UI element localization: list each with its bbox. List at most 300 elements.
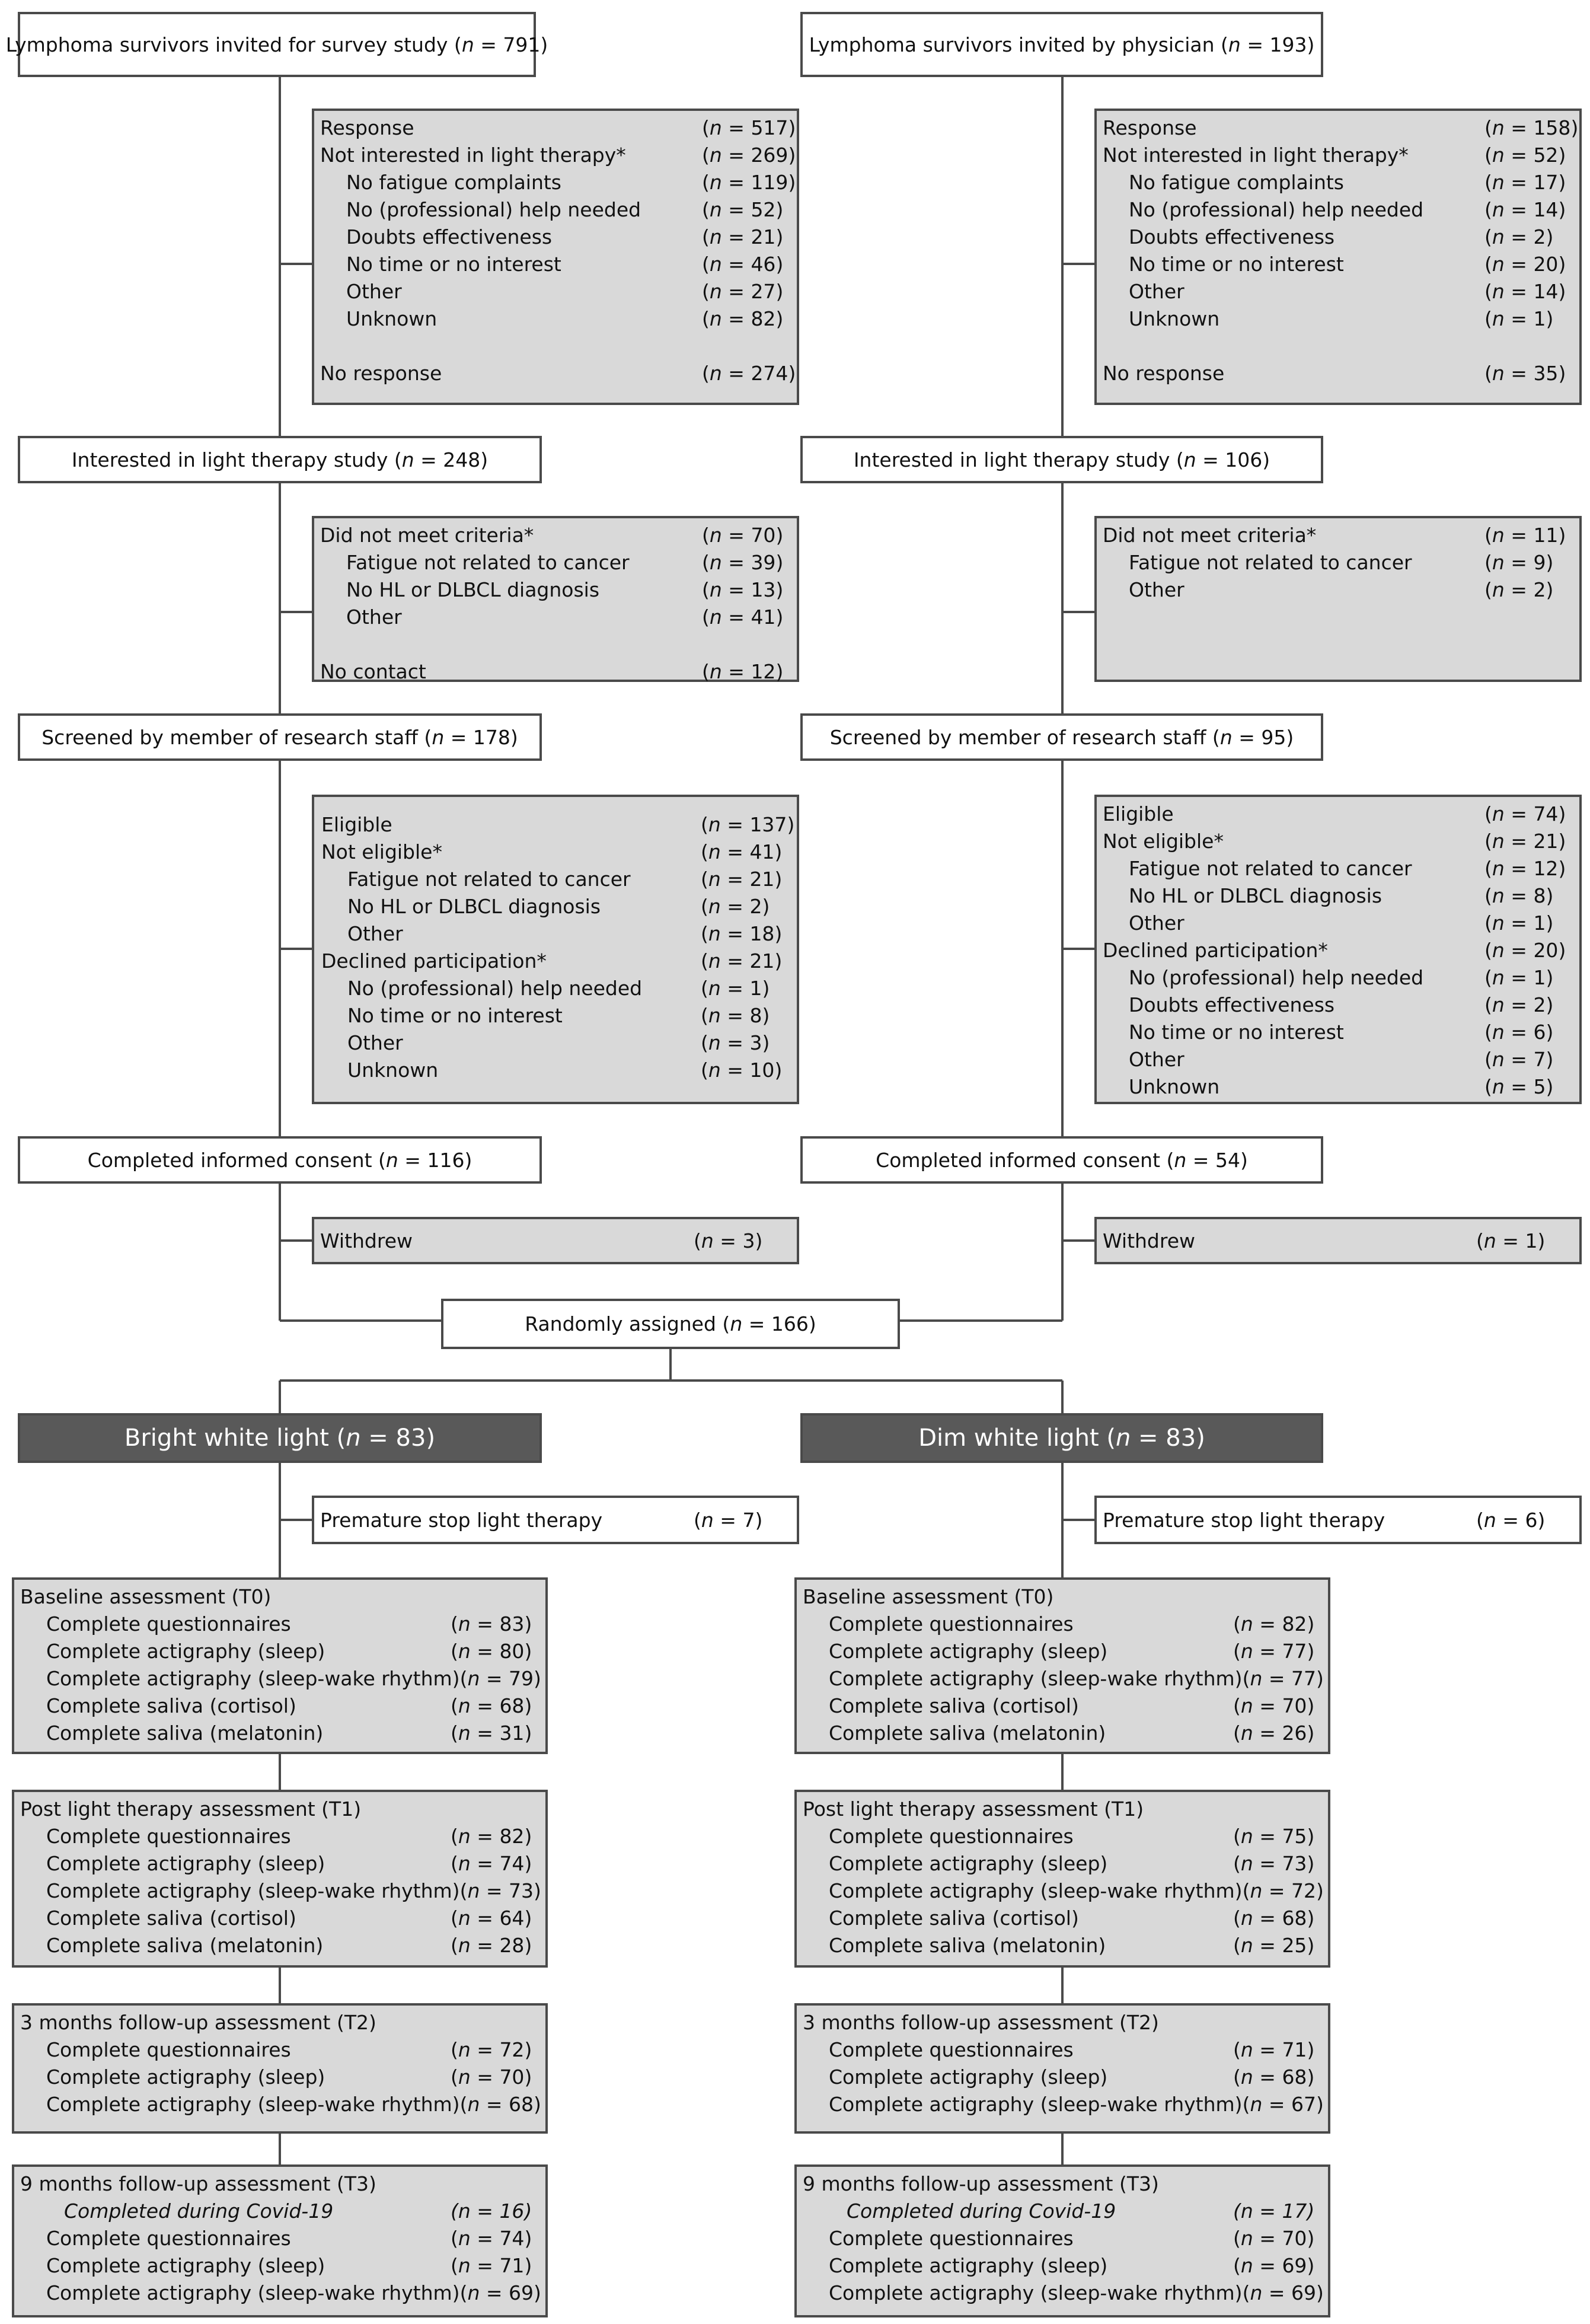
n-symbol: n — [1492, 993, 1505, 1016]
n-symbol: n — [709, 307, 722, 330]
item-n: 8 — [749, 1004, 762, 1027]
list-item — [320, 114, 796, 142]
item-n: 1 — [749, 977, 762, 1000]
list-item — [803, 2252, 1322, 2280]
n-symbol: n — [708, 922, 721, 945]
item-n: 158 — [1533, 116, 1571, 139]
n-symbol: n — [708, 1031, 721, 1054]
item-n: 83 — [499, 1612, 525, 1636]
premature-n-left: 7 — [742, 1508, 755, 1532]
n-symbol: n — [708, 868, 721, 891]
n-symbol: n — [1240, 2038, 1253, 2061]
n-symbol: n — [467, 1667, 480, 1690]
item-n: 72 — [1291, 1879, 1316, 1902]
list-item — [803, 1692, 1322, 1720]
spacer — [320, 631, 791, 658]
item-n: 70 — [751, 524, 776, 547]
interested-box-left: Interested in light therapy study ( n = 248 ) — [18, 436, 542, 483]
item-count: (n = 13) — [702, 578, 784, 601]
list-item — [1103, 224, 1573, 251]
n-symbol: n — [458, 2254, 471, 2277]
item-n: 35 — [1533, 362, 1559, 385]
list-item — [803, 2170, 1322, 2198]
n-symbol: n — [467, 2093, 480, 2116]
arm-n-bright: 83 — [395, 1424, 426, 1452]
list-item — [320, 576, 791, 604]
item-label: Other — [1129, 578, 1184, 601]
item-label: Complete actigraphy (sleep) — [46, 1852, 325, 1875]
item-count: (n = 82) — [1233, 1612, 1315, 1636]
item-n: 28 — [499, 1934, 525, 1957]
list-item — [20, 1583, 539, 1611]
item-n: 77 — [1291, 1667, 1316, 1690]
list-item — [803, 2280, 1322, 2307]
item-count: (n = 71) — [1233, 2038, 1315, 2061]
item-count: (n = 1) — [1484, 911, 1554, 935]
item-label: Other — [1129, 1048, 1184, 1071]
item-count: (n = 1) — [701, 977, 770, 1000]
item-n: 74 — [1533, 802, 1559, 825]
n-symbol: n — [709, 116, 722, 139]
n-symbol: n — [458, 2065, 471, 2089]
n-symbol: n — [1492, 1048, 1505, 1071]
item-n: 77 — [1282, 1640, 1307, 1663]
item-count: (n = 2) — [1484, 225, 1554, 248]
item-n: 1 — [1533, 966, 1546, 989]
item-label: No (professional) help needed — [1129, 198, 1424, 221]
item-label: Not eligible* — [1103, 830, 1224, 853]
n-symbol: n — [1240, 2065, 1253, 2089]
list-item — [20, 2252, 539, 2280]
item-count: (n = 69) — [1233, 2254, 1315, 2277]
interested-label-right: Interested in light therapy study — [853, 448, 1170, 471]
item-count: (n = 52) — [702, 198, 784, 221]
n-symbol: n — [1240, 1722, 1253, 1745]
item-n: 70 — [1282, 1694, 1307, 1717]
n-symbol: n — [458, 1934, 471, 1957]
arm-label-bright: Bright white light — [124, 1424, 329, 1452]
n-symbol: n — [708, 1059, 721, 1082]
item-label: No response — [320, 362, 442, 385]
item-count: (n = 80) — [451, 1640, 532, 1663]
list-item — [320, 196, 791, 224]
item-count: (n = 14) — [1484, 198, 1566, 221]
item-n: 21 — [749, 949, 775, 973]
n-symbol: n — [1492, 116, 1505, 139]
item-n: 269 — [751, 144, 788, 167]
item-n: 26 — [1282, 1722, 1307, 1745]
list-item — [803, 2091, 1322, 2118]
n-symbol: n — [709, 225, 722, 248]
list-item — [20, 1823, 539, 1850]
item-label: Complete questionnaires — [829, 2227, 1074, 2250]
withdrew-label-right: Withdrew — [1103, 1229, 1196, 1252]
item-label: No HL or DLBCL diagnosis — [1129, 884, 1383, 907]
item-n: 79 — [509, 1667, 534, 1690]
list-item — [803, 1583, 1322, 1611]
screened-box-left: Screened by member of research staff ( n = 178 ) — [18, 713, 542, 761]
item-count: (n = 70) — [1233, 1694, 1315, 1717]
spacer — [1103, 333, 1573, 360]
item-n: 1 — [1533, 307, 1546, 330]
item-label: Declined participation* — [321, 949, 547, 973]
item-label: Post light therapy assessment (T1) — [20, 1797, 362, 1821]
item-label: No contact — [320, 660, 426, 683]
screened-box-right: Screened by member of research staff ( n = 95 ) — [800, 713, 1323, 761]
list-item — [1103, 360, 1573, 387]
list-item — [20, 2170, 539, 2198]
item-count: (n = 70) — [702, 524, 784, 547]
list-item — [803, 1720, 1322, 1747]
item-count: (n = 119) — [702, 171, 796, 194]
list-item — [20, 2280, 539, 2307]
premature-label-left: Premature stop light therapy — [320, 1508, 603, 1532]
item-label: Other — [346, 605, 402, 629]
item-label: Unknown — [346, 307, 438, 330]
item-count: (n = 274) — [702, 362, 796, 385]
item-label: 9 months follow-up assessment (T3) — [20, 2172, 376, 2195]
list-item — [1103, 910, 1573, 937]
item-n: 41 — [751, 605, 776, 629]
list-item — [20, 1638, 539, 1665]
n-symbol: n — [1492, 1021, 1505, 1044]
list-item — [20, 1905, 539, 1932]
withdrew-box-right: Withdrew (n = 1) — [1094, 1217, 1582, 1264]
item-n: 1 — [1533, 911, 1546, 935]
list-item — [803, 2036, 1322, 2064]
item-count: (n = 17) — [1233, 2199, 1315, 2223]
item-n: 82 — [1282, 1612, 1307, 1636]
item-n: 274 — [751, 362, 788, 385]
item-label: Complete actigraphy (sleep-wake rhythm) — [46, 1667, 460, 1690]
item-label: No time or no interest — [347, 1004, 563, 1027]
list-item — [20, 2036, 539, 2064]
n-symbol: n — [709, 198, 722, 221]
list-item — [320, 278, 791, 305]
n-symbol: n — [709, 144, 722, 167]
list-item — [320, 169, 796, 196]
n-symbol: n — [1492, 551, 1505, 574]
interested-box-right: Interested in light therapy study ( n = 106 ) — [800, 436, 1323, 483]
arm-n-dim: 83 — [1166, 1424, 1196, 1452]
response-box-left — [312, 109, 799, 405]
item-n: 2 — [1533, 578, 1546, 601]
list-item — [1103, 992, 1573, 1019]
item-n: 82 — [751, 307, 776, 330]
list-item — [320, 360, 796, 387]
n-symbol: n — [1492, 578, 1505, 601]
item-label: Complete actigraphy (sleep-wake rhythm) — [829, 2281, 1243, 2304]
list-item — [803, 1665, 1322, 1692]
item-label: Response — [320, 116, 414, 139]
item-n: 17 — [1282, 2199, 1307, 2223]
list-item — [20, 2225, 539, 2252]
item-label: Did not meet criteria* — [320, 524, 534, 547]
n-symbol: n — [467, 1879, 480, 1902]
item-count: (n = 41) — [701, 840, 783, 863]
n-symbol: n — [1240, 1640, 1253, 1663]
item-count: (n = 71) — [451, 2254, 532, 2277]
item-label: Baseline assessment (T0) — [20, 1585, 272, 1608]
list-item — [20, 1692, 539, 1720]
list-item — [803, 1850, 1322, 1877]
item-n: 69 — [1291, 2281, 1316, 2304]
item-n: 13 — [751, 578, 776, 601]
list-item — [1103, 576, 1573, 604]
n-symbol: n — [1492, 884, 1505, 907]
item-label: Complete saliva (melatonin) — [46, 1722, 324, 1745]
list-item — [321, 866, 790, 893]
list-item — [20, 2198, 539, 2225]
list-item — [321, 975, 790, 1002]
item-n: 21 — [1533, 830, 1559, 853]
item-label: 9 months follow-up assessment (T3) — [803, 2172, 1159, 2195]
item-count: (n = 72) — [451, 2038, 532, 2061]
n-symbol: n — [1492, 225, 1505, 248]
item-n: 71 — [499, 2254, 525, 2277]
list-item — [1103, 1073, 1573, 1101]
criteria-box-left — [312, 516, 799, 682]
item-label: Complete questionnaires — [829, 1612, 1074, 1636]
item-label: Completed during Covid-19 — [847, 2199, 1116, 2223]
screened-n-right: 95 — [1261, 725, 1286, 749]
item-label: Complete saliva (melatonin) — [46, 1934, 324, 1957]
t0-box-right — [794, 1577, 1330, 1754]
item-label: Other — [1129, 280, 1184, 303]
t0-box-left — [12, 1577, 548, 1754]
item-count: (n = 74) — [1484, 802, 1566, 825]
item-label: Complete questionnaires — [46, 1825, 291, 1848]
n-symbol: n — [458, 1694, 471, 1717]
list-item — [1103, 855, 1573, 882]
n-symbol: n — [1240, 1852, 1253, 1875]
item-n: 7 — [1533, 1048, 1546, 1071]
item-n: 17 — [1533, 171, 1559, 194]
item-count: (n = 2) — [701, 895, 770, 918]
item-label: Did not meet criteria* — [1103, 524, 1317, 547]
n-symbol: n — [1492, 307, 1505, 330]
n-symbol: n — [709, 551, 722, 574]
item-label: Completed during Covid-19 — [64, 2199, 334, 2223]
list-item — [803, 2198, 1322, 2225]
t3-box-right — [794, 2164, 1330, 2317]
list-item — [803, 2064, 1322, 2091]
list-item — [1103, 964, 1573, 992]
n-symbol: n — [1492, 857, 1505, 880]
item-n: 20 — [1533, 939, 1559, 962]
n-symbol: n — [1492, 362, 1505, 385]
n-symbol: n — [458, 1640, 471, 1663]
list-item — [321, 920, 790, 948]
n-symbol: n — [1492, 802, 1505, 825]
item-count: (n = 77) — [1242, 1667, 1324, 1690]
list-item — [320, 522, 791, 549]
item-count: (n = 77) — [1233, 1640, 1315, 1663]
item-n: 16 — [499, 2199, 525, 2223]
list-item — [20, 2064, 539, 2091]
item-count: (n = 82) — [451, 1825, 532, 1848]
item-label: Unknown — [347, 1059, 439, 1082]
n-symbol: n — [708, 840, 721, 863]
list-item — [321, 839, 790, 866]
list-item — [803, 2225, 1322, 2252]
list-item — [320, 142, 796, 169]
list-item — [20, 1796, 539, 1823]
item-count: (n = 82) — [702, 307, 784, 330]
list-item — [1103, 169, 1573, 196]
n-symbol: n — [1492, 144, 1505, 167]
interested-n-left: 248 — [443, 448, 481, 471]
item-n: 68 — [509, 2093, 534, 2116]
n-symbol: n — [458, 1907, 471, 1930]
n-symbol: n — [458, 1722, 471, 1745]
response-box-right — [1094, 109, 1582, 405]
item-n: 52 — [1533, 144, 1559, 167]
item-n: 12 — [1533, 857, 1559, 880]
item-count: (n = 64) — [451, 1907, 532, 1930]
item-count: (n = 68) — [1233, 1907, 1315, 1930]
list-item — [1103, 1046, 1573, 1073]
item-n: 2 — [1533, 993, 1546, 1016]
item-label: Fatigue not related to cancer — [1129, 857, 1412, 880]
t3-box-left — [12, 2164, 548, 2317]
n-symbol: n — [709, 280, 722, 303]
item-count: (n = 1) — [1484, 307, 1554, 330]
item-count: (n = 70) — [451, 2065, 532, 2089]
item-count: (n = 20) — [1484, 253, 1566, 276]
item-n: 73 — [1282, 1852, 1307, 1875]
item-label: Baseline assessment (T0) — [803, 1585, 1054, 1608]
interested-label-left: Interested in light therapy study — [71, 448, 388, 471]
item-count: (n = 3) — [701, 1031, 770, 1054]
premature-label-right: Premature stop light therapy — [1103, 1508, 1385, 1532]
item-n: 9 — [1533, 551, 1546, 574]
item-n: 72 — [499, 2038, 525, 2061]
item-label: No (professional) help needed — [347, 977, 643, 1000]
item-count: (n = 73) — [1233, 1852, 1315, 1875]
item-label: Fatigue not related to cancer — [1129, 551, 1412, 574]
n-symbol: n — [1492, 198, 1505, 221]
n-symbol: n — [1492, 830, 1505, 853]
item-count: (n = 11) — [1484, 524, 1566, 547]
n-symbol: n — [709, 524, 722, 547]
item-n: 68 — [1282, 1907, 1307, 1930]
item-count: (n = 158) — [1484, 116, 1579, 139]
item-count: (n = 72) — [1242, 1879, 1324, 1902]
item-label: 3 months follow-up assessment (T2) — [20, 2011, 376, 2034]
item-label: Complete actigraphy (sleep-wake rhythm) — [46, 2281, 460, 2304]
item-n: 70 — [1282, 2227, 1307, 2250]
item-n: 3 — [749, 1031, 762, 1054]
item-label: Complete questionnaires — [829, 2038, 1074, 2061]
list-item — [321, 1002, 790, 1029]
list-item — [1103, 801, 1573, 828]
item-n: 21 — [751, 225, 776, 248]
item-label: Complete questionnaires — [829, 1825, 1074, 1848]
item-count: (n = 2) — [1484, 578, 1554, 601]
n-symbol: n — [708, 977, 721, 1000]
item-count: (n = 137) — [701, 813, 795, 836]
item-count: (n = 8) — [701, 1004, 770, 1027]
item-n: 52 — [751, 198, 776, 221]
consent-n-left: 116 — [427, 1148, 465, 1172]
item-label: No response — [1103, 362, 1225, 385]
item-count: (n = 269) — [702, 144, 796, 167]
invited-physician-n: 193 — [1269, 33, 1307, 56]
item-label: Complete actigraphy (sleep) — [829, 2254, 1108, 2277]
n-symbol: n — [1250, 1667, 1263, 1690]
item-label: Doubts effectiveness — [1129, 225, 1335, 248]
item-label: Complete questionnaires — [46, 2227, 291, 2250]
premature-stop-box-right: Premature stop light therapy (n = 6) — [1094, 1496, 1582, 1544]
item-label: Doubts effectiveness — [1129, 993, 1335, 1016]
n-symbol: n — [1240, 1694, 1253, 1717]
list-item — [1103, 1019, 1573, 1046]
list-item — [20, 2091, 539, 2118]
n-symbol: n — [708, 895, 721, 918]
list-item — [321, 948, 790, 975]
item-label: Eligible — [321, 813, 392, 836]
randomized-n: 166 — [771, 1312, 809, 1335]
item-count: (n = 1) — [1484, 966, 1554, 989]
item-label: Complete questionnaires — [46, 1612, 291, 1636]
item-n: 74 — [499, 2227, 525, 2250]
item-label: Complete actigraphy (sleep-wake rhythm) — [829, 1879, 1243, 1902]
list-item — [1103, 828, 1573, 855]
n-symbol: n — [709, 660, 722, 683]
item-label: Complete saliva (cortisol) — [46, 1907, 296, 1930]
list-item — [321, 1029, 790, 1057]
item-count: (n = 14) — [1484, 280, 1566, 303]
item-label: No HL or DLBCL diagnosis — [347, 895, 601, 918]
t1-box-left — [12, 1790, 548, 1968]
item-count: (n = 52) — [1484, 144, 1566, 167]
item-n: 18 — [749, 922, 775, 945]
item-n: 8 — [1533, 884, 1546, 907]
n-symbol: n — [1240, 2254, 1253, 2277]
list-item — [803, 1905, 1322, 1932]
t1-box-right — [794, 1790, 1330, 1968]
n-symbol: n — [1492, 280, 1505, 303]
item-label: Complete actigraphy (sleep) — [46, 2254, 325, 2277]
item-label: 3 months follow-up assessment (T2) — [803, 2011, 1159, 2034]
item-count: (n = 9) — [1484, 551, 1554, 574]
item-label: No fatigue complaints — [1129, 171, 1344, 194]
eligibility-box-left — [312, 795, 799, 1104]
item-n: 46 — [751, 253, 776, 276]
consent-n-right: 54 — [1215, 1148, 1240, 1172]
item-label: Complete saliva (melatonin) — [829, 1722, 1106, 1745]
item-count: (n = 41) — [702, 605, 784, 629]
invited-physician-label: Lymphoma survivors invited by physician — [809, 33, 1215, 56]
item-count: (n = 79) — [459, 1667, 541, 1690]
criteria-box-right — [1094, 516, 1582, 682]
item-n: 2 — [1533, 225, 1546, 248]
list-item — [1103, 114, 1579, 142]
item-count: (n = 21) — [1484, 830, 1566, 853]
item-label: No (professional) help needed — [1129, 966, 1424, 989]
item-count: (n = 7) — [1484, 1048, 1554, 1071]
item-count: (n = 10) — [701, 1059, 783, 1082]
n-symbol: n — [458, 2227, 471, 2250]
list-item — [321, 893, 790, 920]
item-count: (n = 73) — [459, 1879, 541, 1902]
item-count: (n = 21) — [701, 868, 783, 891]
screened-label-left: Screened by member of research staff — [41, 725, 418, 749]
n-symbol: n — [458, 1825, 471, 1848]
screened-label-right: Screened by member of research staff — [829, 725, 1206, 749]
item-count: (n = 12) — [1484, 857, 1566, 880]
